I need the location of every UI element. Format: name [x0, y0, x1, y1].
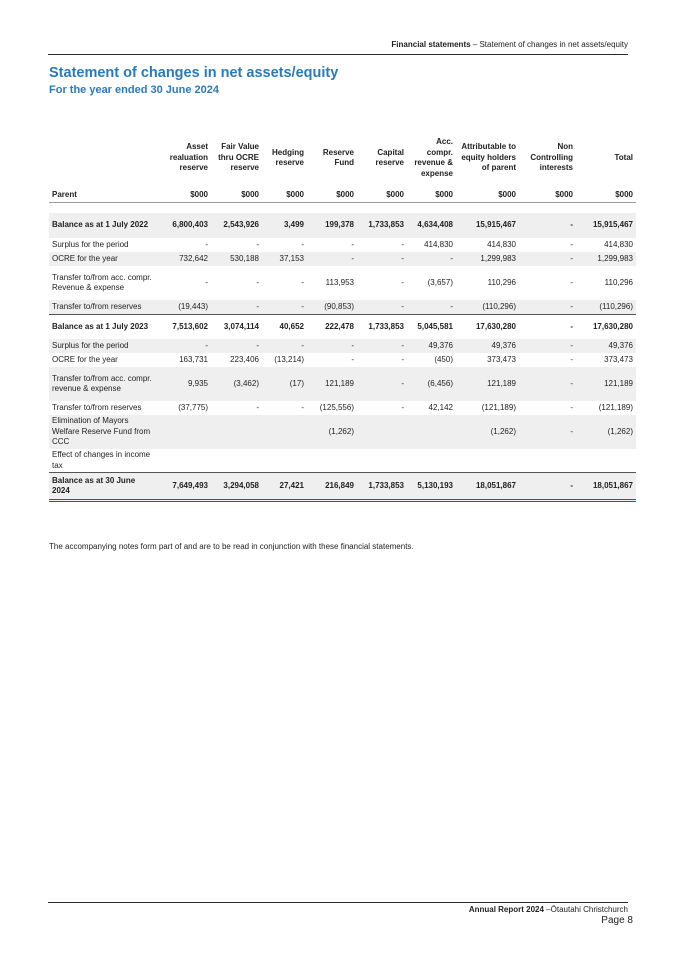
header-section: Financial statements — [391, 40, 471, 49]
spacer-row — [49, 203, 636, 214]
value-cell — [157, 449, 211, 473]
value-cell: - — [570, 354, 573, 364]
value-cell: - — [570, 239, 573, 249]
header-spacer — [49, 128, 157, 188]
unit-cell: $000 — [211, 188, 262, 203]
value-cell: (1,262) — [456, 415, 519, 449]
value-cell: (37,775) — [178, 402, 208, 412]
table-row — [49, 401, 636, 415]
value-cell: - — [519, 473, 576, 501]
footnote: The accompanying notes form part of and are to be read in conjunction with these financial statements. — [49, 542, 414, 551]
value-cell: 40,652 — [262, 315, 307, 340]
value-cell: - — [157, 339, 211, 353]
value-cell: - — [205, 277, 208, 287]
value-cell: 3,499 — [262, 213, 307, 238]
value-cell: 110,296 — [487, 277, 516, 287]
value-cell: 15,915,467 — [456, 213, 519, 238]
col-header: Attributable to equity holders of parent — [461, 142, 516, 173]
value-cell — [407, 449, 456, 473]
col-header: Acc. compr. revenue & expense — [414, 137, 453, 178]
value-cell: (3,657) — [427, 277, 453, 287]
value-cell: 222,478 — [307, 315, 357, 340]
spacer-cell — [49, 203, 636, 214]
col-header: Asset realuation reserve — [169, 142, 208, 173]
unit-cell: $000 — [157, 188, 211, 203]
value-cell: - — [357, 339, 407, 353]
unit-cell: $000 — [357, 188, 407, 203]
col-header: Hedging reserve — [272, 147, 304, 167]
footer-divider — [48, 902, 628, 903]
value-cell — [157, 415, 211, 449]
page-number: Page 8 — [601, 915, 633, 926]
value-cell: 732,642 — [157, 252, 211, 266]
value-cell: 121,189 — [576, 367, 636, 401]
value-cell: 1,733,853 — [357, 315, 407, 340]
equity-statement-table — [49, 128, 636, 502]
col-header: Capital reserve — [375, 147, 404, 167]
value-cell: (3,462) — [211, 367, 262, 401]
footer-location: –Ōtautahi Christchurch — [543, 905, 628, 914]
value-cell: 1,299,983 — [456, 252, 519, 266]
row-label: Elimination of Mayors Welfare Reserve Fund from CCC — [49, 415, 157, 449]
value-cell — [407, 415, 456, 449]
value-cell — [307, 449, 357, 473]
value-cell: (1,262) — [576, 415, 636, 449]
value-cell: 17,630,280 — [456, 315, 519, 340]
value-cell — [576, 449, 636, 473]
value-cell: - — [211, 339, 262, 353]
table-row — [49, 473, 636, 501]
col-header: Non Controlling interests — [530, 142, 573, 173]
value-cell: 49,376 — [407, 339, 456, 353]
value-cell: 223,406 — [230, 354, 259, 364]
value-cell: - — [351, 239, 354, 249]
value-cell: - — [262, 300, 307, 315]
row-label: Surplus for the period — [52, 239, 129, 249]
col-header: Reserve Fund — [322, 147, 354, 167]
value-cell: 49,376 — [576, 339, 636, 353]
value-cell: - — [351, 354, 354, 364]
value-cell: - — [256, 277, 259, 287]
table-row — [49, 339, 636, 353]
value-cell: - — [519, 315, 576, 340]
value-cell: - — [307, 252, 357, 266]
value-cell: - — [357, 367, 407, 401]
col-header: Total — [614, 152, 633, 162]
value-cell: (450) — [434, 354, 453, 364]
value-cell: - — [401, 354, 404, 364]
unit-cell: $000 — [576, 188, 636, 203]
value-cell: - — [519, 300, 576, 315]
value-cell: 49,376 — [456, 339, 519, 353]
value-cell: 4,634,408 — [407, 213, 456, 238]
value-cell: 6,800,403 — [157, 213, 211, 238]
table-row — [49, 315, 636, 340]
value-cell: 110,296 — [604, 277, 633, 287]
value-cell: 5,130,193 — [407, 473, 456, 501]
value-cell: - — [256, 402, 259, 412]
value-cell: - — [519, 367, 576, 401]
value-cell: 414,830 — [424, 239, 453, 249]
value-cell: 121,189 — [456, 367, 519, 401]
row-label-header: Parent — [49, 188, 157, 203]
value-cell: 121,189 — [307, 367, 357, 401]
row-label: Transfer to/from acc. compr. revenue & expense — [49, 367, 157, 401]
value-cell: - — [407, 252, 456, 266]
value-cell: (6,456) — [407, 367, 456, 401]
table-row — [49, 367, 636, 401]
value-cell: (19,443) — [157, 300, 211, 315]
value-cell: - — [519, 252, 576, 266]
value-cell: - — [307, 339, 357, 353]
header-divider — [48, 54, 628, 55]
unit-cell: $000 — [456, 188, 519, 203]
table-row — [49, 353, 636, 367]
value-cell — [211, 415, 262, 449]
row-label: Transfer to/from reserves — [52, 402, 142, 412]
value-cell: 42,142 — [428, 402, 453, 412]
row-label: OCRE for the year — [49, 252, 157, 266]
value-cell — [211, 449, 262, 473]
value-cell: 199,378 — [307, 213, 357, 238]
value-cell — [262, 449, 307, 473]
value-cell: - — [205, 239, 208, 249]
value-cell: (13,214) — [274, 354, 304, 364]
row-label: Balance as at 1 July 2023 — [49, 315, 157, 340]
unit-cell: $000 — [407, 188, 456, 203]
table-row — [49, 213, 636, 238]
value-cell — [262, 415, 307, 449]
value-cell: - — [256, 239, 259, 249]
table-row — [49, 238, 636, 252]
value-cell: 3,074,114 — [211, 315, 262, 340]
value-cell: - — [570, 277, 573, 287]
value-cell: (110,296) — [456, 300, 519, 315]
value-cell: (1,262) — [307, 415, 357, 449]
value-cell: 3,294,058 — [211, 473, 262, 501]
value-cell: 1,299,983 — [576, 252, 636, 266]
value-cell — [357, 449, 407, 473]
table-row — [49, 449, 636, 473]
page-title: Statement of changes in net assets/equity — [49, 65, 339, 81]
unit-cell: $000 — [307, 188, 357, 203]
unit-cell: $000 — [262, 188, 307, 203]
running-header — [391, 40, 628, 49]
value-cell: - — [407, 300, 456, 315]
value-cell: - — [301, 239, 304, 249]
value-cell: (17) — [262, 367, 307, 401]
row-label: Balance as at 30 June 2024 — [49, 473, 157, 501]
unit-cell: $000 — [519, 188, 576, 203]
row-label: Balance as at 1 July 2022 — [49, 213, 157, 238]
value-cell: - — [357, 300, 407, 315]
value-cell: - — [401, 239, 404, 249]
table-row — [49, 300, 636, 315]
value-cell: - — [519, 213, 576, 238]
value-cell: 15,915,467 — [576, 213, 636, 238]
table-body — [49, 203, 636, 501]
running-footer — [469, 905, 628, 914]
row-label: Transfer to/from reserves — [49, 300, 157, 315]
value-cell: 5,045,581 — [407, 315, 456, 340]
value-cell: 373,473 — [604, 354, 633, 364]
value-cell: 373,473 — [487, 354, 516, 364]
value-cell: (121,189) — [481, 402, 516, 412]
value-cell: 530,188 — [211, 252, 262, 266]
value-cell: 27,421 — [262, 473, 307, 501]
value-cell: - — [570, 402, 573, 412]
value-cell: - — [262, 339, 307, 353]
col-header: Fair Value thru OCRE reserve — [218, 142, 259, 173]
value-cell: - — [357, 252, 407, 266]
row-label: Transfer to/from acc. compr. Revenue & expense — [52, 272, 152, 292]
value-cell: 113,953 — [325, 277, 354, 287]
value-cell: 37,153 — [262, 252, 307, 266]
value-cell: - — [519, 415, 576, 449]
footer-report: Annual Report 2024 — [468, 905, 544, 914]
value-cell: 2,543,926 — [211, 213, 262, 238]
value-cell: - — [301, 402, 304, 412]
column-header-row — [49, 128, 636, 188]
header-subsection: – Statement of changes in net assets/equity — [470, 40, 628, 49]
value-cell — [456, 449, 519, 473]
value-cell: 414,830 — [604, 239, 633, 249]
value-cell: - — [301, 277, 304, 287]
value-cell: 18,051,867 — [576, 473, 636, 501]
row-label: OCRE for the year — [52, 354, 118, 364]
table-row — [49, 266, 636, 300]
page-subtitle: For the year ended 30 June 2024 — [49, 84, 219, 96]
value-cell — [519, 449, 576, 473]
value-cell: 1,733,853 — [357, 473, 407, 501]
value-cell: (121,189) — [598, 402, 633, 412]
value-cell: 414,830 — [487, 239, 516, 249]
row-label: Surplus for the period — [49, 339, 157, 353]
row-label: Effect of changes in income tax — [52, 450, 151, 470]
value-cell: - — [519, 339, 576, 353]
value-cell: (110,296) — [576, 300, 636, 315]
value-cell: - — [401, 402, 404, 412]
table-row — [49, 252, 636, 266]
value-cell: 163,731 — [179, 354, 208, 364]
value-cell: 18,051,867 — [456, 473, 519, 501]
value-cell: (90,853) — [307, 300, 357, 315]
value-cell: 7,649,493 — [157, 473, 211, 501]
value-cell: 1,733,853 — [357, 213, 407, 238]
value-cell: 216,849 — [307, 473, 357, 501]
value-cell: (125,556) — [319, 402, 354, 412]
value-cell: 7,513,602 — [157, 315, 211, 340]
table-row — [49, 415, 636, 449]
unit-header-row — [49, 188, 636, 203]
value-cell: 9,935 — [157, 367, 211, 401]
value-cell — [357, 415, 407, 449]
value-cell: - — [401, 277, 404, 287]
value-cell: 17,630,280 — [576, 315, 636, 340]
value-cell: - — [211, 300, 262, 315]
